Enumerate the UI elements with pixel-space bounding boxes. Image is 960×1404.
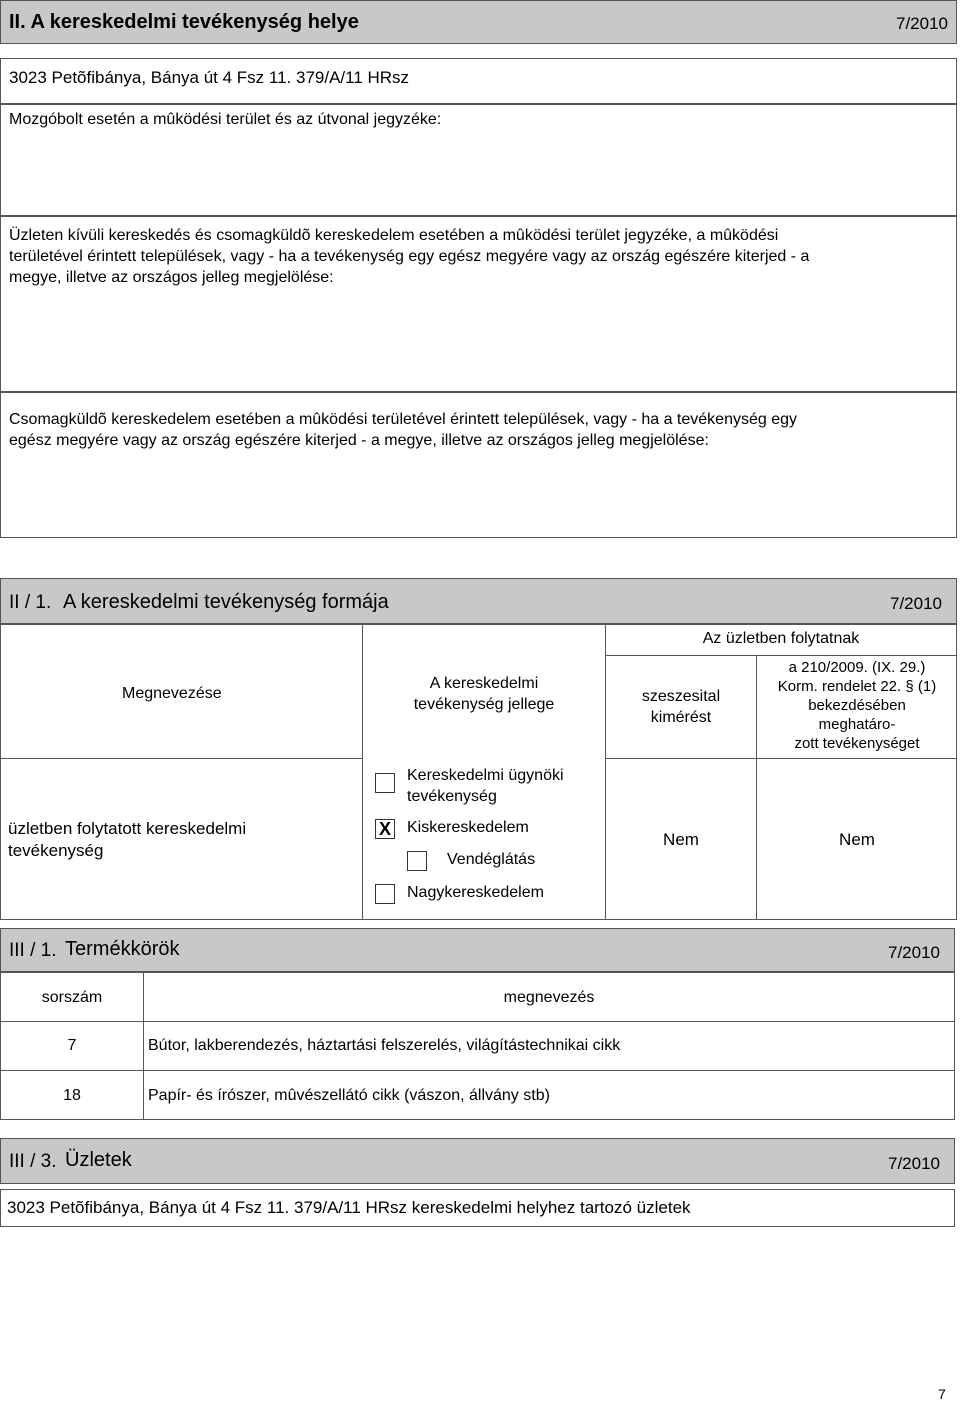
section-ii1-title: A kereskedelmi tevékenység formája xyxy=(63,591,389,613)
product-row-1-name: Bútor, lakberendezés, háztartási felszerelés, világítástechnikai cikk xyxy=(148,1037,621,1054)
opt-agent-1: Kereskedelmi ügynöki xyxy=(407,767,564,784)
section-ii1-code: 7/2010 xyxy=(890,594,942,613)
section-iii3-code: 7/2010 xyxy=(888,1154,940,1173)
address-text: 3023 Petõfibánya, Bánya út 4 Fsz 11. 379/A/11 HRsz xyxy=(9,68,410,87)
col-header-alcohol-1: szeszesital xyxy=(641,688,721,705)
col-header-group: Az üzletben folytatnak xyxy=(702,630,860,647)
col-header-no: sorszám xyxy=(41,989,103,1006)
col-header-decree-1: a 210/2009. (IX. 29.) xyxy=(788,659,926,676)
product-row-1-no: 7 xyxy=(67,1037,77,1054)
outside-trade-field[interactable] xyxy=(0,216,957,392)
activity-form-table xyxy=(0,624,957,920)
product-table xyxy=(0,972,955,1120)
outside-trade-label-1: Üzleten kívüli kereskedés és csomagküldõ kereskedelem esetében a mûködési terület jegyzéke, a mûködési xyxy=(9,227,779,244)
mail-order-label-2: egész megyére vagy az ország egészére kiterjed - a megye, illetve az országos jelleg megjelölése: xyxy=(9,432,709,449)
section-ii-header xyxy=(0,0,957,44)
col-header-alcohol-2: kimérést xyxy=(650,709,712,726)
col-header-name: Megnevezése xyxy=(122,685,222,702)
col-header-type-2: tevékenység jellege xyxy=(413,696,555,713)
row-name-1: üzletben folytatott kereskedelmi xyxy=(8,819,247,838)
alcohol-value: Nem xyxy=(663,830,699,849)
opt-wholesale: Nagykereskedelem xyxy=(407,884,544,901)
checkbox-wholesale[interactable] xyxy=(375,884,395,904)
shops-field[interactable] xyxy=(0,1189,955,1227)
checkbox-agent[interactable] xyxy=(375,773,395,793)
col-header-type-1: A kereskedelmi xyxy=(429,675,539,692)
section-iii1-title: Termékkörök xyxy=(65,938,180,960)
decree-value: Nem xyxy=(839,830,875,849)
opt-agent-2: tevékenység xyxy=(407,788,497,805)
opt-retail: Kiskereskedelem xyxy=(407,819,529,836)
section-iii1-header xyxy=(0,928,955,972)
section-iii1-code: 7/2010 xyxy=(888,943,940,962)
page-number: 7 xyxy=(938,1386,946,1402)
col-header-decree-2: Korm. rendelet 22. § (1) xyxy=(777,678,937,695)
col-header-decree-3: bekezdésében xyxy=(808,697,906,714)
col-header-product: megnevezés xyxy=(503,989,595,1006)
section-iii1-prefix: III / 1. xyxy=(9,940,57,961)
checkbox-catering[interactable] xyxy=(407,851,427,871)
section-ii1-header xyxy=(0,578,957,624)
mail-order-label-1: Csomagküldõ kereskedelem esetében a mûködési területével érintett települések, vagy - ha a tevékenység egy xyxy=(9,411,798,428)
opt-catering: Vendéglátás xyxy=(447,851,536,868)
checkbox-retail[interactable]: X xyxy=(375,819,395,839)
section-ii1-prefix: II / 1. xyxy=(9,592,52,613)
address-field[interactable] xyxy=(0,58,957,104)
mobile-route-field[interactable] xyxy=(0,104,957,216)
outside-trade-label-3: megye, illetve az országos jelleg megjelölése: xyxy=(9,269,334,286)
section-ii-code: 7/2010 xyxy=(896,14,948,33)
product-row-2-no: 18 xyxy=(63,1087,81,1104)
mail-order-field[interactable] xyxy=(0,392,957,538)
row-name-2: tevékenység xyxy=(8,841,104,860)
col-header-decree-5: zott tevékenységet xyxy=(794,735,920,752)
section-iii3-header xyxy=(0,1138,955,1184)
section-iii3-prefix: III / 3. xyxy=(9,1151,57,1172)
shops-text: 3023 Petõfibánya, Bánya út 4 Fsz 11. 379/A/11 HRsz kereskedelmi helyhez tartozó üzletek xyxy=(7,1198,691,1217)
product-row-2-name: Papír- és írószer, mûvészellátó cikk (vászon, állvány stb) xyxy=(148,1087,550,1104)
section-ii-title: II. A kereskedelmi tevékenység helye xyxy=(9,11,359,33)
outside-trade-label-2: területével érintett települések, vagy - ha a tevékenység egy egész megyére vagy az ország egészére kiterjed - a xyxy=(9,248,810,265)
mobile-route-label: Mozgóbolt esetén a mûködési terület és az útvonal jegyzéke: xyxy=(9,111,442,128)
col-header-decree-4: meghatáro- xyxy=(818,716,896,733)
section-iii3-title: Üzletek xyxy=(65,1149,132,1171)
